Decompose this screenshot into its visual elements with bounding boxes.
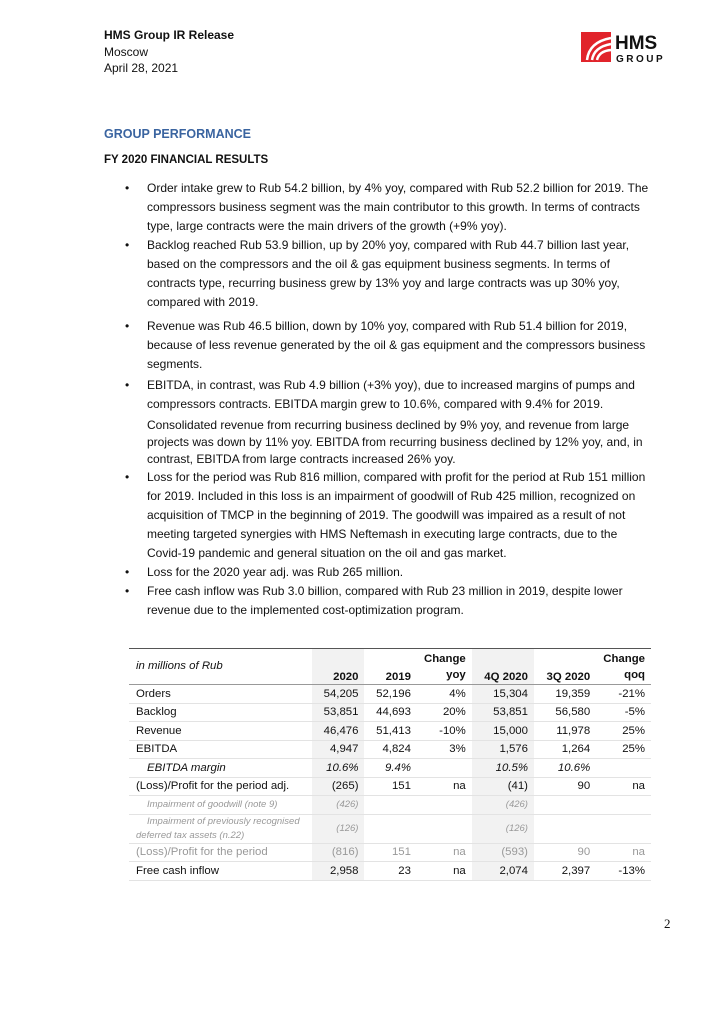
cell: 25% [596, 722, 651, 741]
cell: 19,359 [534, 685, 596, 704]
cell [596, 814, 651, 843]
cell [596, 796, 651, 815]
cell: (41) [472, 777, 534, 796]
cell: 10.6% [312, 759, 364, 778]
cell: 11,978 [534, 722, 596, 741]
cell: -21% [596, 685, 651, 704]
cell: 15,000 [472, 722, 534, 741]
cell: 46,476 [312, 722, 364, 741]
subtitle: FY 2020 FINANCIAL RESULTS [104, 154, 269, 166]
cell: na [417, 862, 472, 881]
row-label: (Loss)/Profit for the period [129, 843, 312, 862]
table-row [129, 740, 651, 759]
col-header: 2019 [364, 649, 416, 685]
cell: 4% [417, 685, 472, 704]
cell [534, 796, 596, 815]
table-row [129, 703, 651, 722]
cell: 1,264 [534, 740, 596, 759]
section-title: GROUP PERFORMANCE [104, 127, 252, 141]
table-header-row [129, 649, 651, 685]
cell [596, 759, 651, 778]
cell [417, 796, 472, 815]
col-header: 2020 [312, 649, 364, 685]
financial-results-table [129, 648, 651, 881]
cell: (426) [312, 796, 364, 815]
table-row [129, 759, 651, 778]
page-number: 2 [664, 916, 671, 931]
cell: (593) [472, 843, 534, 862]
table-row [129, 814, 651, 843]
cell: (126) [312, 814, 364, 843]
cell: 53,851 [312, 703, 364, 722]
svg-text:GROUP: GROUP [616, 54, 666, 64]
cell: 2,074 [472, 862, 534, 881]
release-title: HMS Group IR Release [104, 28, 235, 42]
cell: 54,205 [312, 685, 364, 704]
cell: 3% [417, 740, 472, 759]
cell: 52,196 [364, 685, 416, 704]
row-label: Free cash inflow [129, 862, 312, 881]
row-label: (Loss)/Profit for the period adj. [129, 777, 312, 796]
release-date: April 28, 2021 [104, 61, 179, 75]
cell: (426) [472, 796, 534, 815]
bullet-backlog: • Backlog reached Rub 53.9 billion, up by 20% yoy, compared with Rub 44.7 billion last year, based on the compressors and the oil & gas equipment business segments. In terms of contracts type, recurring business grew by 13% yoy and large contracts was up 30% yoy, compared with 2019. [147, 236, 655, 312]
row-label: Backlog [129, 703, 312, 722]
cell: 4,824 [364, 740, 416, 759]
row-label: Impairment of previously recognised deferred tax assets (n.22) [129, 814, 312, 843]
cell: (126) [472, 814, 534, 843]
row-label: Impairment of goodwill (note 9) [129, 796, 312, 815]
header-block [104, 27, 234, 77]
cell: 151 [364, 843, 416, 862]
row-label: EBITDA margin [129, 759, 312, 778]
cell [417, 759, 472, 778]
cell: na [596, 777, 651, 796]
table-row [129, 796, 651, 815]
bullet-revenue: • Revenue was Rub 46.5 billion, down by 10% yoy, compared with Rub 51.4 billion for 2019, because of less revenue generated by the oil & gas equipment and the compressors business segments. [147, 317, 655, 374]
row-label: EBITDA [129, 740, 312, 759]
bullet-ebitda: • EBITDA, in contrast, was Rub 4.9 billion (+3% yoy), due to increased margins of pumps and compressors contracts. EBITDA margin grew to 10.6%, compared with 9.4% for 2019. [147, 376, 655, 414]
cell: na [417, 777, 472, 796]
bullet-loss-adj: • Loss for the 2020 year adj. was Rub 265 million. [147, 563, 655, 582]
cell: -13% [596, 862, 651, 881]
cell: 20% [417, 703, 472, 722]
cell: 9.4% [364, 759, 416, 778]
table-row [129, 685, 651, 704]
cell: 15,304 [472, 685, 534, 704]
cell: 44,693 [364, 703, 416, 722]
cell: 51,413 [364, 722, 416, 741]
table-row [129, 722, 651, 741]
bullet-orders: • Order intake grew to Rub 54.2 billion, by 4% yoy, compared with Rub 52.2 billion for 2019. The compressors business segment was the main contributor to this growth. In terms of contracts type, large contracts were the main drivers of the growth (+9% yoy). [147, 179, 655, 236]
cell: -10% [417, 722, 472, 741]
cell: 25% [596, 740, 651, 759]
bullet-loss: • Loss for the period was Rub 816 million, compared with profit for the period at Rub 151 million for 2019. Included in this loss is an impairment of goodwill of Rub 425 million, recognized on acquisition of TMCP in the beginning of 2019. The goodwill was impaired as a result of not meeting targeted synergies with HMS Neftemash in executing large contracts, due to the Covid-19 pandemic and general situation on the oil and gas market. [147, 468, 655, 563]
table-row [129, 843, 651, 862]
row-label: Orders [129, 685, 312, 704]
col-header: 4Q 2020 [472, 649, 534, 685]
cell: 2,397 [534, 862, 596, 881]
cell: 2,958 [312, 862, 364, 881]
cell: (816) [312, 843, 364, 862]
cell: 90 [534, 843, 596, 862]
bullet-fcf: • Free cash inflow was Rub 3.0 billion, compared with Rub 23 million in 2019, despite lower revenue due to the implemented cost-optimization program. [147, 582, 655, 620]
col-header: 3Q 2020 [534, 649, 596, 685]
cell [534, 814, 596, 843]
cell: 10.6% [534, 759, 596, 778]
cell: 53,851 [472, 703, 534, 722]
col-header: in millions of Rub [129, 649, 312, 685]
cell: 151 [364, 777, 416, 796]
col-header: Change qoq [596, 649, 651, 685]
cell [364, 814, 416, 843]
row-label: Revenue [129, 722, 312, 741]
cell: 56,580 [534, 703, 596, 722]
cell: na [417, 843, 472, 862]
city: Moscow [104, 44, 149, 59]
cell: 10.5% [472, 759, 534, 778]
col-header: Change yoy [417, 649, 472, 685]
cell: na [596, 843, 651, 862]
cell: 23 [364, 862, 416, 881]
hms-group-logo [581, 30, 671, 64]
cell: 4,947 [312, 740, 364, 759]
ebitda-note: Consolidated revenue from recurring business declined by 9% yoy, and revenue from large projects was down by 11% yoy. EBITDA from recurring business declined by 12% yoy, and, in contrast, EBITDA from large contracts increased 26% yoy. [147, 418, 643, 466]
cell: -5% [596, 703, 651, 722]
cell: (265) [312, 777, 364, 796]
table-row [129, 777, 651, 796]
svg-text:HMS: HMS [615, 33, 658, 54]
cell [417, 814, 472, 843]
cell [364, 796, 416, 815]
cell: 90 [534, 777, 596, 796]
table-row [129, 862, 651, 881]
cell: 1,576 [472, 740, 534, 759]
